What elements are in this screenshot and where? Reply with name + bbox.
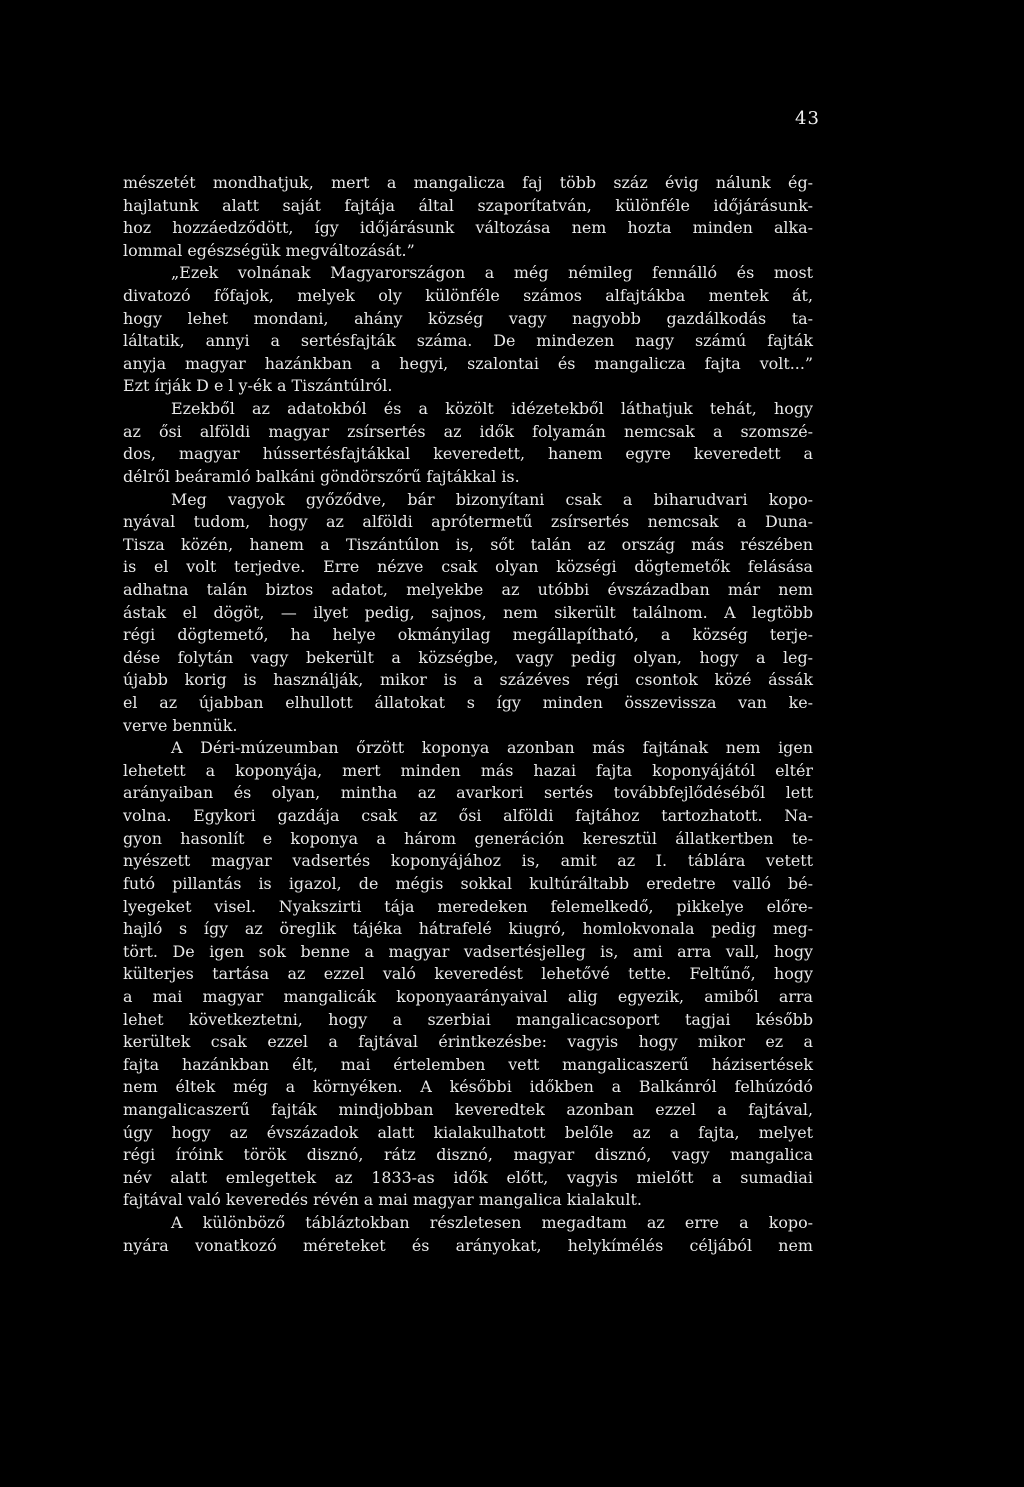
- text-line: hajló s így az öreglik tájéka hátrafelé kiugró, homlokvonala pedig meg-: [123, 919, 813, 939]
- text-line: A különböző tábláztokban részletesen megadtam az erre a kopo-: [171, 1213, 813, 1233]
- text-line: divatozó főfajok, melyek oly különféle számos alfajtákba mentek át,: [123, 286, 813, 306]
- text-line: tört. De igen sok benne a magyar vadsertésjelleg is, ami arra vall, hogy: [123, 941, 813, 961]
- text-line: dése folytán vagy bekerült a községbe, vagy pedig olyan, hogy a leg-: [123, 647, 813, 667]
- text-line: gyon hasonlít e koponya a három generáción keresztül állatkertben te-: [123, 828, 813, 848]
- text-line: hajlatunk alatt saját fajtája által szaporítatván, különféle időjárásunk-: [123, 195, 813, 215]
- text-line: Meg vagyok győződve, bár bizonyítani csak a biharudvari kopo-: [171, 489, 813, 509]
- text-line: nyára vonatkozó méreteket és arányokat, helykímélés céljából nem: [123, 1235, 813, 1255]
- text-line: hoz hozzáedződött, így időjárásunk változása nem hozta minden alka-: [123, 218, 813, 238]
- text-line: nyészett magyar vadsertés koponyájához is, amit az I. táblára vetett: [123, 851, 813, 871]
- body-text: [123, 172, 813, 1257]
- text-line: újabb korig is használják, mikor is a százéves régi csontok közé ássák: [123, 670, 813, 690]
- text-line: Tisza közén, hanem a Tiszántúlon is, sőt talán az ország más részében: [123, 534, 813, 554]
- text-line: anyja magyar hazánkban a hegyi, szalontai és mangalicza fajta volt...”: [123, 353, 813, 373]
- text-line: adhatna talán biztos adatot, melyekbe az utóbbi évszázadban már nem: [123, 579, 813, 599]
- text-line: külterjes tartása az ezzel való keveredést lehetővé tette. Feltűnő, hogy: [123, 964, 813, 984]
- text-line: kerültek csak ezzel a fajtával érintkezésbe: vagyis hogy mikor ez a: [123, 1032, 813, 1052]
- text-line: is el volt terjedve. Erre nézve csak olyan községi dögtemetők felásása: [123, 557, 813, 577]
- text-line: régi íróink török disznó, rátz disznó, magyar disznó, vagy mangalica: [123, 1145, 813, 1165]
- text-line: a mai magyar mangalicák koponyaarányaival alig egyezik, amiből arra: [123, 986, 813, 1006]
- text-line: Ezekből az adatokból és a közölt idézetekből láthatjuk tehát, hogy: [171, 399, 813, 419]
- text-line: verve bennük.: [123, 715, 238, 735]
- text-line: nem éltek még a környéken. A későbbi időkben a Balkánról felhúzódó: [123, 1077, 813, 1097]
- text-line: lyegeket visel. Nyakszirti tája meredeken felemelkedő, pikkelye előre-: [123, 896, 813, 916]
- text-line: láltatik, annyi a sertésfajták száma. De mindezen nagy számú fajták: [123, 331, 813, 351]
- text-line: délről beáramló balkáni göndörszőrű fajtákkal is.: [123, 466, 520, 486]
- text-line: dos, magyar hússertésfajtákkal keveredett, hanem egyre keveredett a: [123, 444, 813, 464]
- text-line: lehetett a koponyája, mert minden más hazai fajta koponyájától eltér: [123, 760, 813, 780]
- text-line: ástak el dögöt, — ilyet pedig, sajnos, nem sikerült találnom. A legtöbb: [123, 602, 813, 622]
- text-line: lommal egészségük megváltozását.”: [123, 240, 415, 260]
- text-line: az ősi alföldi magyar zsírsertés az idők folyamán nemcsak a szomszé-: [123, 421, 813, 441]
- text-line: mangalicaszerű fajták mindjobban keveredtek azonban ezzel a fajtával,: [123, 1099, 813, 1119]
- text-line: el az újabban elhullott állatokat s így minden összevissza van ke-: [123, 693, 813, 713]
- text-line: arányaiban és olyan, mintha az avarkori sertés továbbfejlődéséből lett: [123, 783, 813, 803]
- text-line: „Ezek volnának Magyarországon a még némileg fennálló és most: [171, 263, 813, 283]
- text-line: fajtával való keveredés révén a mai magyar mangalica kialakult.: [123, 1190, 642, 1210]
- text-line: mészetét mondhatjuk, mert a mangalicza faj több száz évig nálunk ég-: [123, 173, 813, 192]
- text-line: régi dögtemető, ha helye okmányilag megállapítható, a község terje-: [123, 625, 813, 645]
- text-line: fajta hazánkban élt, mai értelemben vett mangalicaszerű házisertések: [123, 1054, 813, 1074]
- text-line: nyával tudom, hogy az alföldi aprótermetű zsírsertés nemcsak a Duna-: [123, 512, 813, 532]
- text-line: A Déri-múzeumban őrzött koponya azonban más fajtának nem igen: [171, 738, 813, 758]
- page-number: 43: [795, 108, 820, 129]
- text-line: Ezt írják D e l y-ék a Tiszántúlról.: [123, 376, 393, 396]
- text-line: hogy lehet mondani, ahány község vagy nagyobb gazdálkodás ta-: [123, 308, 813, 328]
- text-line: úgy hogy az évszázadok alatt kialakulhatott belőle az a fajta, melyet: [123, 1122, 813, 1142]
- text-line: volna. Egykori gazdája csak az ősi alföldi fajtához tartozhatott. Na-: [123, 806, 813, 826]
- text-line: lehet következtetni, hogy a szerbiai mangalicacsoport tagjai később: [123, 1009, 813, 1029]
- text-line: név alatt emlegettek az 1833-as idők előtt, vagyis mielőtt a sumadiai: [123, 1167, 813, 1187]
- text-line: futó pillantás is igazol, de mégis sokkal kultúráltabb eredetre valló bé-: [123, 873, 813, 893]
